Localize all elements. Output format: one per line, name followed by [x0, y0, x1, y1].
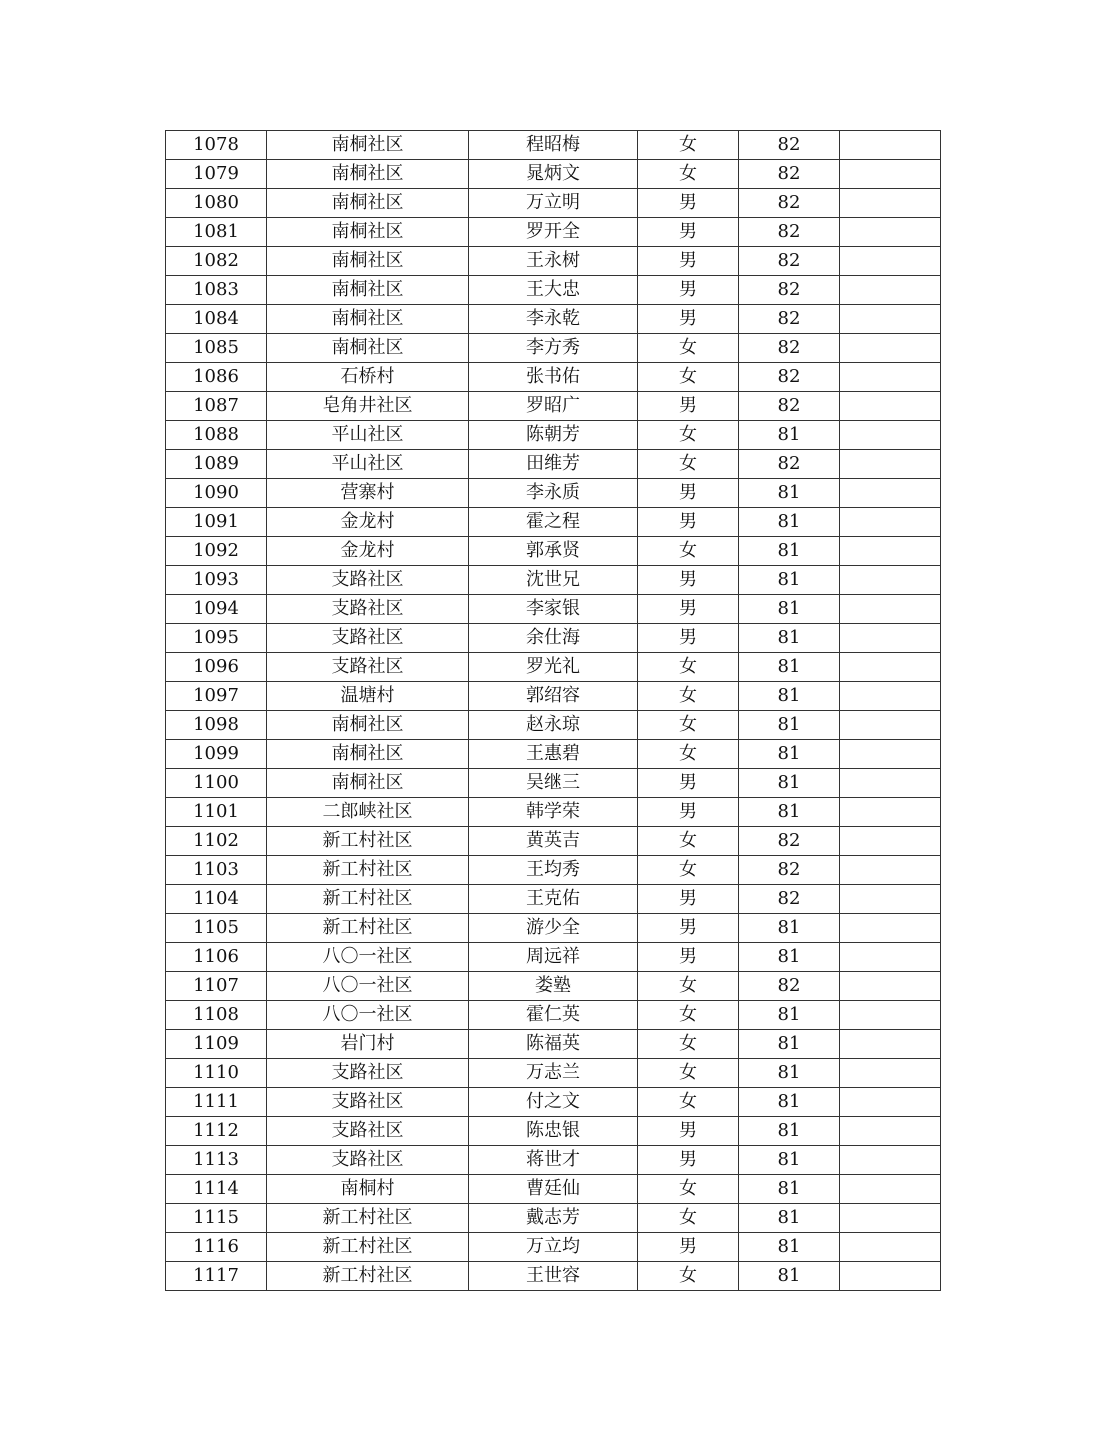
roster-table — [165, 130, 941, 1291]
age-cell: 81 — [739, 769, 840, 798]
community-cell: 八〇一社区 — [267, 943, 469, 972]
note-cell — [840, 1146, 941, 1175]
community-cell: 南桐村 — [267, 1175, 469, 1204]
age-cell: 81 — [739, 740, 840, 769]
serial-number-cell: 1090 — [166, 479, 267, 508]
note-cell — [840, 653, 941, 682]
age-cell: 82 — [739, 276, 840, 305]
community-cell: 支路社区 — [267, 653, 469, 682]
table-row — [166, 1030, 941, 1059]
person-name-cell: 赵永琼 — [469, 711, 638, 740]
community-cell: 南桐社区 — [267, 276, 469, 305]
community-cell: 新工村社区 — [267, 856, 469, 885]
person-name-cell: 罗光礼 — [469, 653, 638, 682]
community-cell: 营寨村 — [267, 479, 469, 508]
note-cell — [840, 943, 941, 972]
person-name-cell: 蒋世才 — [469, 1146, 638, 1175]
age-cell: 81 — [739, 566, 840, 595]
table-row — [166, 653, 941, 682]
person-name-cell: 王惠碧 — [469, 740, 638, 769]
serial-number-cell: 1098 — [166, 711, 267, 740]
age-cell: 81 — [739, 1175, 840, 1204]
gender-cell: 男 — [638, 1117, 739, 1146]
note-cell — [840, 421, 941, 450]
age-cell: 81 — [739, 682, 840, 711]
person-name-cell: 戴志芳 — [469, 1204, 638, 1233]
note-cell — [840, 1262, 941, 1291]
note-cell — [840, 1233, 941, 1262]
age-cell: 82 — [739, 885, 840, 914]
note-cell — [840, 1059, 941, 1088]
serial-number-cell: 1104 — [166, 885, 267, 914]
note-cell — [840, 1204, 941, 1233]
gender-cell: 女 — [638, 421, 739, 450]
community-cell: 金龙村 — [267, 508, 469, 537]
note-cell — [840, 334, 941, 363]
note-cell — [840, 595, 941, 624]
community-cell: 南桐社区 — [267, 740, 469, 769]
serial-number-cell: 1111 — [166, 1088, 267, 1117]
person-name-cell: 王世容 — [469, 1262, 638, 1291]
community-cell: 南桐社区 — [267, 160, 469, 189]
person-name-cell: 吴继三 — [469, 769, 638, 798]
community-cell: 岩门村 — [267, 1030, 469, 1059]
table-row — [166, 479, 941, 508]
age-cell: 81 — [739, 798, 840, 827]
gender-cell: 男 — [638, 247, 739, 276]
person-name-cell: 黄英吉 — [469, 827, 638, 856]
age-cell: 81 — [739, 1001, 840, 1030]
gender-cell: 女 — [638, 363, 739, 392]
table-row — [166, 1088, 941, 1117]
note-cell — [840, 276, 941, 305]
serial-number-cell: 1115 — [166, 1204, 267, 1233]
note-cell — [840, 1001, 941, 1030]
community-cell: 新工村社区 — [267, 1262, 469, 1291]
table-row — [166, 1117, 941, 1146]
age-cell: 81 — [739, 421, 840, 450]
person-name-cell: 郭绍容 — [469, 682, 638, 711]
gender-cell: 男 — [638, 943, 739, 972]
age-cell: 81 — [739, 479, 840, 508]
serial-number-cell: 1110 — [166, 1059, 267, 1088]
community-cell: 二郎峡社区 — [267, 798, 469, 827]
age-cell: 81 — [739, 1059, 840, 1088]
age-cell: 82 — [739, 218, 840, 247]
person-name-cell: 李永乾 — [469, 305, 638, 334]
serial-number-cell: 1100 — [166, 769, 267, 798]
note-cell — [840, 885, 941, 914]
community-cell: 南桐社区 — [267, 711, 469, 740]
serial-number-cell: 1086 — [166, 363, 267, 392]
note-cell — [840, 914, 941, 943]
person-name-cell: 周远祥 — [469, 943, 638, 972]
age-cell: 82 — [739, 131, 840, 160]
age-cell: 81 — [739, 653, 840, 682]
table-row — [166, 1204, 941, 1233]
gender-cell: 女 — [638, 450, 739, 479]
note-cell — [840, 189, 941, 218]
table-row — [166, 827, 941, 856]
table-row — [166, 537, 941, 566]
serial-number-cell: 1080 — [166, 189, 267, 218]
community-cell: 平山社区 — [267, 421, 469, 450]
note-cell — [840, 769, 941, 798]
serial-number-cell: 1083 — [166, 276, 267, 305]
note-cell — [840, 392, 941, 421]
table-row — [166, 1233, 941, 1262]
person-name-cell: 沈世兄 — [469, 566, 638, 595]
table-row — [166, 160, 941, 189]
gender-cell: 女 — [638, 711, 739, 740]
age-cell: 81 — [739, 1146, 840, 1175]
note-cell — [840, 1030, 941, 1059]
note-cell — [840, 1175, 941, 1204]
gender-cell: 男 — [638, 218, 739, 247]
serial-number-cell: 1105 — [166, 914, 267, 943]
serial-number-cell: 1079 — [166, 160, 267, 189]
gender-cell: 女 — [638, 131, 739, 160]
age-cell: 81 — [739, 624, 840, 653]
gender-cell: 男 — [638, 769, 739, 798]
person-name-cell: 王均秀 — [469, 856, 638, 885]
gender-cell: 男 — [638, 276, 739, 305]
roster-body — [166, 131, 941, 1291]
person-name-cell: 余仕海 — [469, 624, 638, 653]
table-row — [166, 943, 941, 972]
community-cell: 温塘村 — [267, 682, 469, 711]
serial-number-cell: 1091 — [166, 508, 267, 537]
community-cell: 皂角井社区 — [267, 392, 469, 421]
serial-number-cell: 1113 — [166, 1146, 267, 1175]
community-cell: 石桥村 — [267, 363, 469, 392]
gender-cell: 女 — [638, 740, 739, 769]
person-name-cell: 程昭梅 — [469, 131, 638, 160]
note-cell — [840, 218, 941, 247]
table-row — [166, 1262, 941, 1291]
gender-cell: 女 — [638, 1030, 739, 1059]
community-cell: 支路社区 — [267, 1059, 469, 1088]
gender-cell: 女 — [638, 1204, 739, 1233]
note-cell — [840, 624, 941, 653]
age-cell: 82 — [739, 972, 840, 1001]
table-row — [166, 218, 941, 247]
serial-number-cell: 1078 — [166, 131, 267, 160]
community-cell: 新工村社区 — [267, 1204, 469, 1233]
note-cell — [840, 740, 941, 769]
age-cell: 82 — [739, 363, 840, 392]
gender-cell: 男 — [638, 1233, 739, 1262]
age-cell: 81 — [739, 1088, 840, 1117]
note-cell — [840, 450, 941, 479]
community-cell: 南桐社区 — [267, 305, 469, 334]
serial-number-cell: 1107 — [166, 972, 267, 1001]
community-cell: 新工村社区 — [267, 885, 469, 914]
person-name-cell: 陈福英 — [469, 1030, 638, 1059]
person-name-cell: 万立均 — [469, 1233, 638, 1262]
gender-cell: 女 — [638, 682, 739, 711]
table-row — [166, 595, 941, 624]
age-cell: 82 — [739, 856, 840, 885]
gender-cell: 男 — [638, 798, 739, 827]
note-cell — [840, 682, 941, 711]
serial-number-cell: 1097 — [166, 682, 267, 711]
gender-cell: 女 — [638, 537, 739, 566]
serial-number-cell: 1089 — [166, 450, 267, 479]
gender-cell: 男 — [638, 189, 739, 218]
note-cell — [840, 827, 941, 856]
serial-number-cell: 1117 — [166, 1262, 267, 1291]
person-name-cell: 王大忠 — [469, 276, 638, 305]
serial-number-cell: 1084 — [166, 305, 267, 334]
note-cell — [840, 1088, 941, 1117]
serial-number-cell: 1081 — [166, 218, 267, 247]
person-name-cell: 李方秀 — [469, 334, 638, 363]
serial-number-cell: 1092 — [166, 537, 267, 566]
table-row — [166, 972, 941, 1001]
age-cell: 82 — [739, 189, 840, 218]
note-cell — [840, 247, 941, 276]
age-cell: 81 — [739, 1030, 840, 1059]
gender-cell: 女 — [638, 1262, 739, 1291]
person-name-cell: 万志兰 — [469, 1059, 638, 1088]
age-cell: 81 — [739, 508, 840, 537]
table-row — [166, 769, 941, 798]
table-row — [166, 1059, 941, 1088]
serial-number-cell: 1116 — [166, 1233, 267, 1262]
community-cell: 新工村社区 — [267, 1233, 469, 1262]
note-cell — [840, 972, 941, 1001]
gender-cell: 男 — [638, 914, 739, 943]
age-cell: 82 — [739, 247, 840, 276]
person-name-cell: 郭承贤 — [469, 537, 638, 566]
table-row — [166, 885, 941, 914]
table-row — [166, 798, 941, 827]
gender-cell: 男 — [638, 595, 739, 624]
person-name-cell: 韩学荣 — [469, 798, 638, 827]
table-row — [166, 334, 941, 363]
age-cell: 81 — [739, 595, 840, 624]
table-row — [166, 566, 941, 595]
note-cell — [840, 160, 941, 189]
serial-number-cell: 1109 — [166, 1030, 267, 1059]
table-row — [166, 392, 941, 421]
age-cell: 81 — [739, 711, 840, 740]
note-cell — [840, 363, 941, 392]
age-cell: 81 — [739, 1117, 840, 1146]
community-cell: 八〇一社区 — [267, 1001, 469, 1030]
community-cell: 支路社区 — [267, 595, 469, 624]
note-cell — [840, 305, 941, 334]
gender-cell: 男 — [638, 392, 739, 421]
gender-cell: 男 — [638, 305, 739, 334]
gender-cell: 女 — [638, 1175, 739, 1204]
community-cell: 金龙村 — [267, 537, 469, 566]
community-cell: 南桐社区 — [267, 189, 469, 218]
community-cell: 新工村社区 — [267, 914, 469, 943]
age-cell: 82 — [739, 450, 840, 479]
table-row — [166, 276, 941, 305]
table-row — [166, 305, 941, 334]
gender-cell: 男 — [638, 624, 739, 653]
person-name-cell: 曹廷仙 — [469, 1175, 638, 1204]
community-cell: 南桐社区 — [267, 247, 469, 276]
community-cell: 平山社区 — [267, 450, 469, 479]
serial-number-cell: 1082 — [166, 247, 267, 276]
community-cell: 八〇一社区 — [267, 972, 469, 1001]
serial-number-cell: 1108 — [166, 1001, 267, 1030]
gender-cell: 女 — [638, 827, 739, 856]
table-row — [166, 624, 941, 653]
community-cell: 支路社区 — [267, 1088, 469, 1117]
table-row — [166, 189, 941, 218]
table-row — [166, 1175, 941, 1204]
community-cell: 南桐社区 — [267, 131, 469, 160]
table-row — [166, 363, 941, 392]
table-row — [166, 914, 941, 943]
serial-number-cell: 1087 — [166, 392, 267, 421]
age-cell: 81 — [739, 914, 840, 943]
table-row — [166, 508, 941, 537]
person-name-cell: 李永质 — [469, 479, 638, 508]
gender-cell: 女 — [638, 334, 739, 363]
gender-cell: 女 — [638, 856, 739, 885]
age-cell: 81 — [739, 1233, 840, 1262]
community-cell: 南桐社区 — [267, 334, 469, 363]
person-name-cell: 王永树 — [469, 247, 638, 276]
serial-number-cell: 1094 — [166, 595, 267, 624]
age-cell: 82 — [739, 827, 840, 856]
community-cell: 新工村社区 — [267, 827, 469, 856]
gender-cell: 女 — [638, 972, 739, 1001]
gender-cell: 女 — [638, 653, 739, 682]
gender-cell: 女 — [638, 160, 739, 189]
person-name-cell: 陈朝芳 — [469, 421, 638, 450]
person-name-cell: 张书佑 — [469, 363, 638, 392]
table-row — [166, 1001, 941, 1030]
serial-number-cell: 1093 — [166, 566, 267, 595]
serial-number-cell: 1088 — [166, 421, 267, 450]
community-cell: 支路社区 — [267, 566, 469, 595]
age-cell: 82 — [739, 305, 840, 334]
age-cell: 81 — [739, 537, 840, 566]
serial-number-cell: 1103 — [166, 856, 267, 885]
age-cell: 81 — [739, 943, 840, 972]
person-name-cell: 晁炳文 — [469, 160, 638, 189]
person-name-cell: 王克佑 — [469, 885, 638, 914]
table-row — [166, 450, 941, 479]
person-name-cell: 万立明 — [469, 189, 638, 218]
table-row — [166, 131, 941, 160]
community-cell: 南桐社区 — [267, 218, 469, 247]
person-name-cell: 陈忠银 — [469, 1117, 638, 1146]
table-row — [166, 1146, 941, 1175]
person-name-cell: 霍仁英 — [469, 1001, 638, 1030]
person-name-cell: 田维芳 — [469, 450, 638, 479]
age-cell: 82 — [739, 334, 840, 363]
age-cell: 81 — [739, 1204, 840, 1233]
serial-number-cell: 1106 — [166, 943, 267, 972]
note-cell — [840, 131, 941, 160]
note-cell — [840, 798, 941, 827]
table-row — [166, 682, 941, 711]
note-cell — [840, 537, 941, 566]
note-cell — [840, 566, 941, 595]
serial-number-cell: 1096 — [166, 653, 267, 682]
age-cell: 82 — [739, 392, 840, 421]
gender-cell: 男 — [638, 885, 739, 914]
note-cell — [840, 1117, 941, 1146]
gender-cell: 男 — [638, 566, 739, 595]
age-cell: 82 — [739, 160, 840, 189]
serial-number-cell: 1112 — [166, 1117, 267, 1146]
serial-number-cell: 1101 — [166, 798, 267, 827]
person-name-cell: 李家银 — [469, 595, 638, 624]
table-row — [166, 856, 941, 885]
serial-number-cell: 1085 — [166, 334, 267, 363]
person-name-cell: 付之文 — [469, 1088, 638, 1117]
gender-cell: 女 — [638, 1059, 739, 1088]
community-cell: 支路社区 — [267, 1117, 469, 1146]
person-name-cell: 罗开全 — [469, 218, 638, 247]
person-name-cell: 娄塾 — [469, 972, 638, 1001]
community-cell: 支路社区 — [267, 624, 469, 653]
table-row — [166, 247, 941, 276]
gender-cell: 女 — [638, 1088, 739, 1117]
note-cell — [840, 711, 941, 740]
table-row — [166, 711, 941, 740]
person-name-cell: 游少全 — [469, 914, 638, 943]
serial-number-cell: 1102 — [166, 827, 267, 856]
age-cell: 81 — [739, 1262, 840, 1291]
person-name-cell: 霍之程 — [469, 508, 638, 537]
note-cell — [840, 508, 941, 537]
community-cell: 支路社区 — [267, 1146, 469, 1175]
note-cell — [840, 856, 941, 885]
serial-number-cell: 1099 — [166, 740, 267, 769]
gender-cell: 男 — [638, 479, 739, 508]
serial-number-cell: 1114 — [166, 1175, 267, 1204]
serial-number-cell: 1095 — [166, 624, 267, 653]
table-row — [166, 421, 941, 450]
table-row — [166, 740, 941, 769]
note-cell — [840, 479, 941, 508]
gender-cell: 男 — [638, 1146, 739, 1175]
person-name-cell: 罗昭广 — [469, 392, 638, 421]
gender-cell: 女 — [638, 1001, 739, 1030]
gender-cell: 男 — [638, 508, 739, 537]
community-cell: 南桐社区 — [267, 769, 469, 798]
